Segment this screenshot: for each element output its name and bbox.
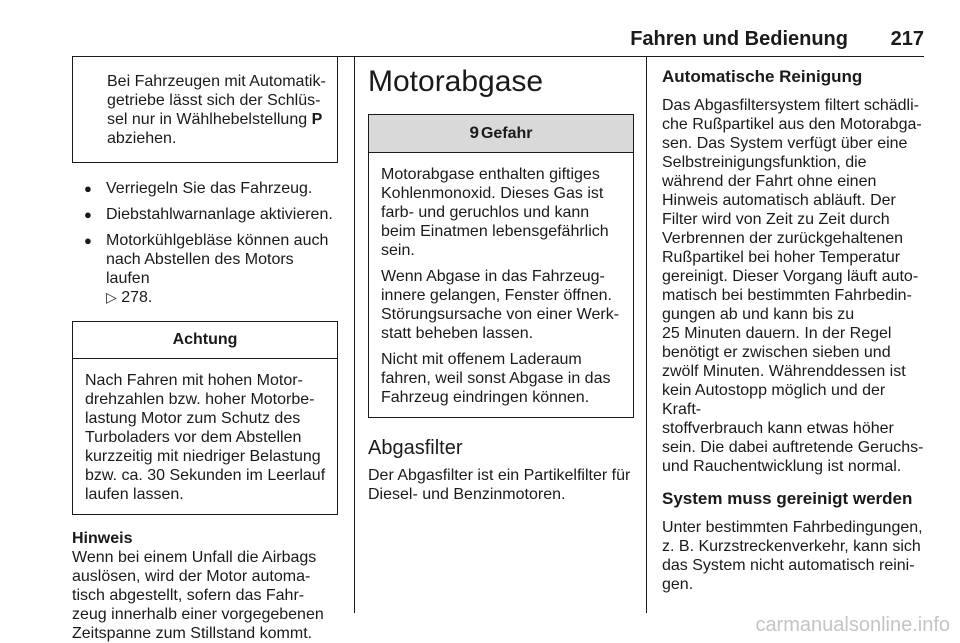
text-line: Verbrennen der zurückgehaltenen (662, 230, 904, 247)
gefahr-line: sein. (381, 242, 415, 259)
gefahr-line: fahren, weil sonst Abgase in das (381, 370, 611, 387)
column-left (72, 56, 338, 643)
text-line: Rußpartikel bei hoher Temperatur (662, 249, 901, 266)
system-reinigen-text (662, 518, 926, 594)
text-line: Diesel- und Benzinmotoren. (368, 486, 566, 503)
text-line: zwölf Minuten. Währenddessen ist (662, 363, 906, 380)
warning-icon: 9 (469, 123, 479, 142)
automatic-note-block (72, 56, 338, 163)
bullet-item (72, 231, 338, 307)
running-header-title: Fahren und Bedienung (630, 28, 848, 50)
achtung-box (72, 321, 338, 515)
achtung-line: bzw. ca. 30 Sekunden im Leerlauf (85, 467, 326, 484)
gefahr-title: Gefahr (480, 125, 533, 142)
text-line: gereinigt. Dieser Vorgang läuft auto- (662, 268, 919, 285)
note-line: Bei Fahrzeugen mit Automatik- (107, 73, 326, 90)
column-right (662, 56, 926, 594)
note-line: abziehen. (107, 130, 177, 147)
achtung-line: Turboladers vor dem Abstellen (85, 429, 302, 446)
achtung-line: drehzahlen bzw. hoher Motorbe- (85, 391, 315, 408)
text-line: Selbstreinigungsfunktion, die (662, 154, 867, 171)
hinweis-line: Zeitspanne zum Stillstand kommt. (72, 625, 313, 642)
page-number: 217 (890, 28, 924, 50)
gefahr-line: Wenn Abgase in das Fahrzeug- (381, 268, 605, 285)
heading-automatische-reinigung: Automatische Reinigung (662, 67, 863, 86)
text-line: z. B. Kurzstreckenverkehr, kann sich (662, 538, 921, 555)
text-line: che Rußpartikel aus den Motorabga- (662, 116, 922, 133)
column-divider-left (354, 57, 355, 613)
text-line: Filter wird von Zeit zu Zeit durch (662, 211, 890, 228)
bullet-list (72, 179, 338, 307)
achtung-line: kurzzeitig mit niedriger Belastung (85, 448, 321, 465)
subsection-heading-abgasfilter: Abgasfilter (368, 437, 463, 459)
bullet-item: ● Verriegeln Sie das Fahrzeug. (72, 179, 338, 198)
gefahr-line: statt beheben lassen. (381, 325, 534, 342)
text-line: gen. (662, 576, 694, 593)
gefahr-header (369, 115, 633, 153)
hinweis-line: Wenn bei einem Unfall die Airbags (72, 549, 317, 566)
text-line: kein Autostopp möglich und der Kraft- (662, 382, 886, 418)
achtung-line: lastung Motor zum Schutz des (85, 410, 301, 427)
text-line: Das Abgasfiltersystem filtert schädli- (662, 97, 919, 114)
column-divider-right (646, 57, 647, 613)
reinigung-text (662, 96, 926, 476)
gefahr-box (368, 114, 634, 418)
gefahr-line: Fahrzeug eindringen können. (381, 389, 590, 406)
gefahr-line: Nicht mit offenem Laderaum (381, 351, 582, 368)
note-line (107, 110, 329, 129)
text-line: während der Fahrt ohne einen (662, 173, 877, 190)
bullet-text: Motorkühlgebläse können auch nach Abstellen des Motors laufen (106, 232, 329, 287)
gefahr-line: beim Einatmen lebensgefährlich (381, 223, 609, 240)
text-line: und Rauchentwicklung ist normal. (662, 458, 902, 475)
gefahr-body (369, 153, 633, 417)
text-line: Der Abgasfilter ist ein Partikelfilter für (368, 467, 631, 484)
gefahr-paragraph (381, 350, 623, 407)
note-line: getriebe lässt sich der Schlüs- (107, 92, 321, 109)
achtung-line: Nach Fahren mit hohen Motor- (85, 372, 303, 389)
section-heading-motorabgase: Motorabgase (368, 65, 544, 98)
hinweis-line: auslösen, wird der Motor automa- (72, 568, 311, 585)
gefahr-paragraph (381, 165, 623, 260)
text-line: benötigt er zwischen sieben und (662, 344, 891, 361)
text-line: stoffverbrauch kann etwas höher (662, 420, 894, 437)
text-line: gungen ab und kann bis zu (662, 306, 855, 323)
hinweis-title: Hinweis (72, 530, 133, 547)
text-line: Hinweis automatisch abläuft. Der (662, 192, 896, 209)
site-watermark: carmanualsonline.info (755, 614, 950, 636)
bullet-item: ● Diebstahlwarnanlage aktivieren. (72, 205, 338, 224)
gefahr-line: farb- und geruchlos und kann (381, 204, 590, 221)
achtung-title: Achtung (73, 322, 337, 359)
gefahr-line: Störungsursache von einer Werk- (381, 306, 620, 323)
text-line: Unter bestimmten Fahrbedingungen, (662, 519, 923, 536)
achtung-line: laufen lassen. (85, 486, 184, 503)
hinweis-body (72, 548, 338, 643)
note-line-text: sel nur in Wählhebelstellung (107, 111, 312, 128)
gear-position-p: P (311, 111, 323, 128)
hinweis-line: zeug innerhalb einer vorgegebenen (72, 606, 324, 623)
page-reference-link[interactable]: 278. (116, 289, 153, 306)
page-reference-arrow-icon: ▷ (106, 289, 117, 305)
gefahr-line: Motorabgase enthalten giftiges (381, 166, 600, 183)
text-line: 25 Minuten dauern. In der Regel (662, 325, 892, 342)
text-line: das System nicht automatisch reini- (662, 557, 915, 574)
heading-system-reinigen: System muss gereinigt werden (662, 489, 913, 508)
achtung-body (73, 359, 337, 514)
column-middle (368, 56, 634, 504)
hinweis-line: tisch abgestellt, sofern das Fahr- (72, 587, 305, 604)
gefahr-paragraph (381, 267, 623, 343)
gefahr-line: Kohlenmonoxid. Dieses Gas ist (381, 185, 604, 202)
text-line: matisch bei bestimmten Fahrbedin- (662, 287, 912, 304)
text-line: sen. Das System verfügt über eine (662, 135, 908, 152)
gefahr-line: innere gelangen, Fenster öffnen. (381, 287, 612, 304)
text-line: sein. Die dabei auftretende Geruchs- (662, 439, 924, 456)
abgasfilter-text (368, 466, 634, 504)
